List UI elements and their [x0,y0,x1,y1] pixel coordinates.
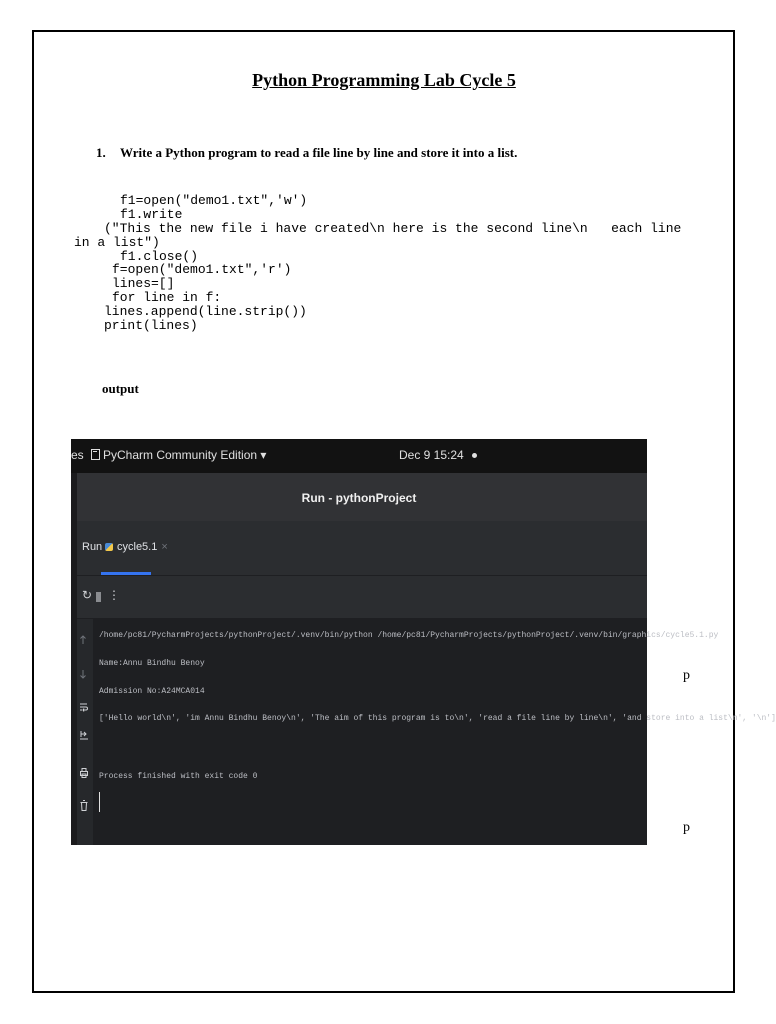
scroll-down-icon[interactable] [80,669,86,679]
clock[interactable] [399,448,477,462]
page-title: Python Programming Lab Cycle 5 [252,70,516,90]
trash-icon[interactable] [80,800,88,811]
clock-text: Dec 9 15:24 [399,448,464,462]
code-line-2: f1.write [120,207,183,222]
question-number: 1. [96,145,106,160]
tab-label: cycle5.1 [117,541,158,553]
scroll-up-icon[interactable] [80,635,86,645]
active-tab-indicator [101,572,151,575]
app-menu-arrow[interactable]: ▾ [260,448,267,462]
margin-char-2: p [683,820,690,835]
console-line-command: /home/pc81/PycharmProjects/pythonProject/.venv/bin/python /home/pc81/PycharmProjects/pythonProject/.venv/bin/graphics/cycle5.1.py [99,631,719,640]
code-line-3: ("This the new file i have created\n here is the second line\n each line [104,221,682,236]
scroll-to-end-icon[interactable] [80,730,88,740]
topbar-fragment: es [71,448,84,462]
tab-close-icon[interactable]: × [161,541,168,553]
run-toolstrip [77,576,647,619]
code-line-4: in a list") [74,235,160,250]
code-line-7: lines=[] [112,276,175,291]
console-caret [99,792,100,812]
question-1 [96,145,517,161]
console-line-name: Name:Annu Bindhu Benoy [99,659,205,668]
print-icon[interactable] [80,768,88,778]
console-line-admission: Admission No:A24MCA014 [99,687,205,696]
console-output[interactable] [93,619,647,845]
status-dot-icon [472,453,477,458]
pycharm-icon [91,449,100,460]
topbar-left [71,448,266,462]
code-line-1: f1=open("demo1.txt",'w') [120,193,308,208]
question-text: Write a Python program to read a file line by line and store it into a list. [120,145,518,160]
window-title: Run - pythonProject [301,491,417,505]
code-line-6: f=open("demo1.txt",'r') [112,262,292,277]
app-menu[interactable]: PyCharm Community Edition [103,448,258,462]
code-line-9: lines.append(line.strip()) [104,304,307,319]
more-options-icon[interactable]: ⋮ [108,588,120,602]
console-line-exit: Process finished with exit code 0 [99,772,258,781]
python-file-icon [105,543,113,551]
code-line-8: for line in f: [112,290,222,305]
margin-char-1: p [683,668,690,683]
soft-wrap-icon[interactable] [80,702,88,712]
console-line-list: ['Hello world\n', 'im Annu Bindhu Benoy\n', 'The aim of this program is to\n', 'read a file line by line\n', 'and store into a list\n', '\n'] [99,714,776,723]
code-line-5: f1.close() [120,249,199,264]
tab-cycle5-1[interactable] [105,541,168,553]
output-label: output [102,381,139,396]
rerun-icon[interactable]: ↻ [82,588,93,602]
code-line-10: print(lines) [104,318,198,333]
run-label: Run [82,541,103,553]
ide-screenshot [71,439,776,845]
stop-icon[interactable] [96,592,101,602]
